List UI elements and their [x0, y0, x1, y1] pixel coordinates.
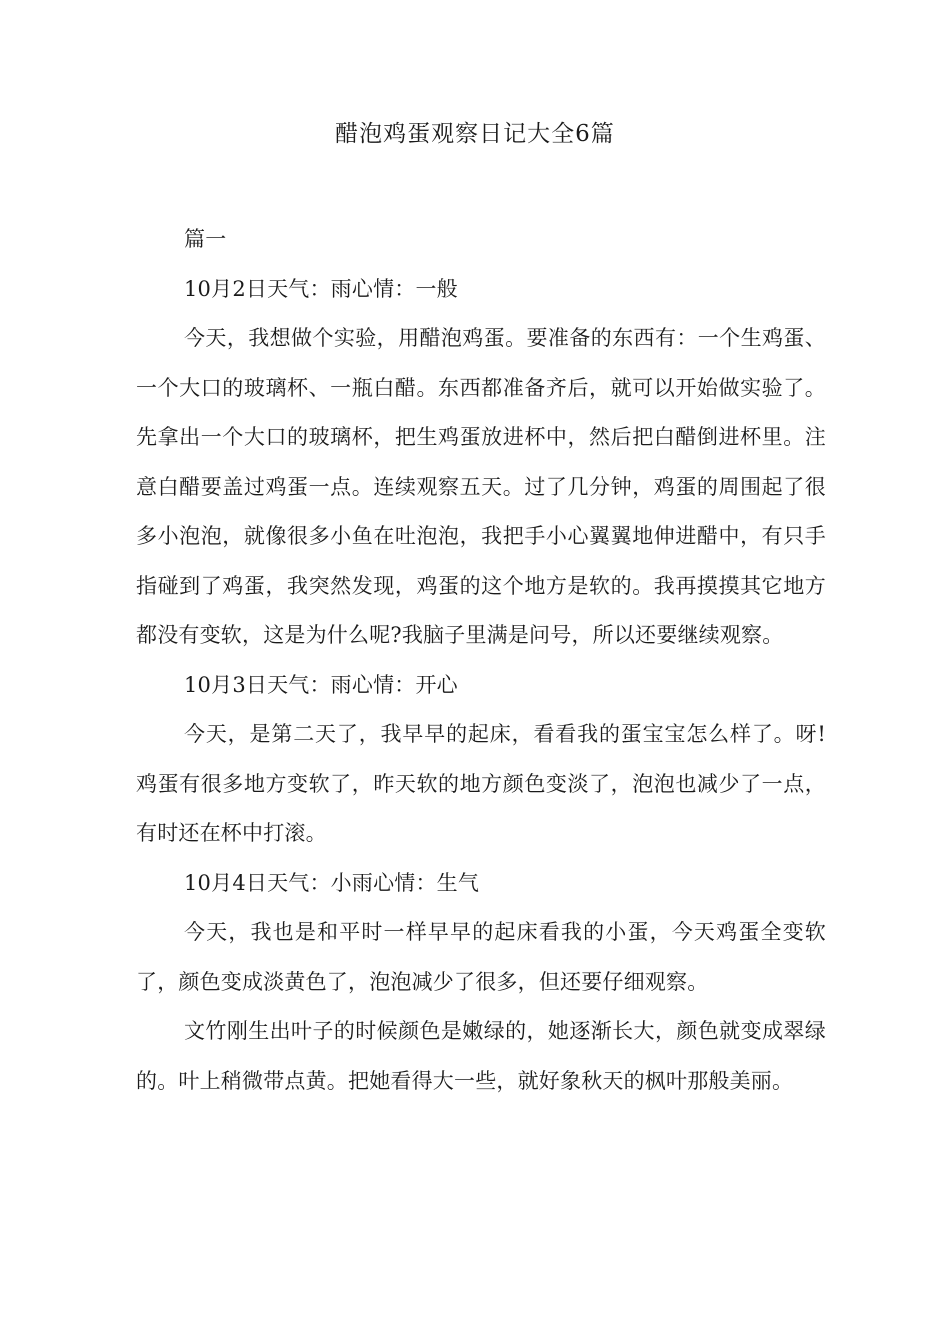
diary-date-line: 10月2日天气：雨心情：一般 [184, 276, 458, 301]
diary-date-line: 10月4日天气：小雨心情：生气 [184, 870, 480, 895]
diary-paragraph: 今天，我想做个实验，用醋泡鸡蛋。要准备的东西有：一个生鸡蛋、一个大口的玻璃杯、一瓶白醋。东西都准备齐后，就可以开始做实验了。先拿出一个大口的玻璃杯，把生鸡蛋放进杯中，然后把白醋倒进杯里。注意白醋要盖过鸡蛋一点。连续观察五天。过了几分钟，鸡蛋的周围起了很多小泡泡，就像很多小鱼在吐泡泡，我把手小心翼翼地伸进醋中，有只手指碰到了鸡蛋，我突然发现，鸡蛋的这个地方是软的。我再摸摸其它地方都没有变软，这是为什么呢?我脑子里满是问号，所以还要继续观察。 [136, 326, 826, 647]
diary-paragraph: 文竹刚生出叶子的时候颜色是嫩绿的，她逐渐长大，颜色就变成翠绿的。叶上稍微带点黄。把她看得大一些，就好象秋天的枫叶那般美丽。 [136, 1019, 826, 1093]
document-body [136, 215, 826, 1106]
diary-paragraph: 今天，我也是和平时一样早早的起床看我的小蛋，今天鸡蛋全变软了，颜色变成淡黄色了，泡泡减少了很多，但还要仔细观察。 [136, 920, 826, 994]
diary-paragraph: 今天，是第二天了，我早早的起床，看看我的蛋宝宝怎么样了。呀!鸡蛋有很多地方变软了，昨天软的地方颜色变淡了，泡泡也减少了一点，有时还在杯中打滚。 [136, 722, 826, 845]
section-heading: 篇一 [184, 227, 227, 251]
diary-date-line: 10月3日天气：雨心情：开心 [184, 672, 458, 697]
document-title: 醋泡鸡蛋观察日记大全6篇 [335, 121, 615, 147]
